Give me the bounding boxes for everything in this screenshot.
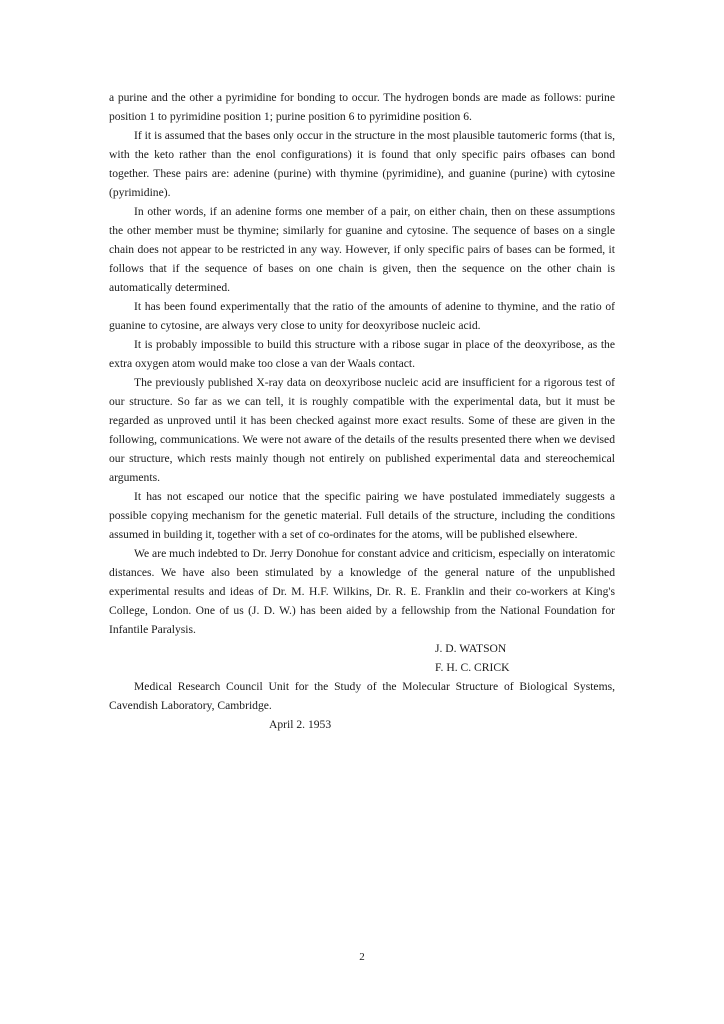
paragraph-base-sequence: In other words, if an adenine forms one member of a pair, on either chain, then on these assumptions the other member must be thymine; similarly for guanine and cytosine. The sequence of bases on a single chain does not appear to be restricted in any way. However, if only specific pairs of bases can be formed, it follows that if the sequence of bases on one chain is given, then the sequence on the other chain is automatically determined. [109,205,615,294]
paper-body [109,88,615,734]
affiliation: Medical Research Council Unit for the Study of the Molecular Structure of Biological Systems, Cavendish Laboratory, Cambridge. [109,680,615,712]
paragraph-continuation: a purine and the other a pyrimidine for bonding to occur. The hydrogen bonds are made as follows: purine position 1 to pyrimidine position 1; purine position 6 to pyrimidine position 6. [109,91,615,123]
paragraph-acknowledgements: We are much indebted to Dr. Jerry Donohue for constant advice and criticism, especially on interatomic distances. We have also been stimulated by a knowledge of the general nature of the unpublished experimental results and ideas of Dr. M. H.F. Wilkins, Dr. R. E. Franklin and their co-workers at King's College, London. One of us (J. D. W.) has been aided by a fellowship from the National Foundation for Infantile Paralysis. [109,547,616,636]
paragraph-base-ratios: It has been found experimentally that the ratio of the amounts of adenine to thymine, and the ratio of guanine to cytosine, are always very close to unity for deoxyribose nucleic acid. [109,300,615,332]
author-crick: F. H. C. CRICK [435,661,510,674]
date: April 2. 1953 [269,718,332,731]
paragraph-tautomeric-forms: If it is assumed that the bases only occur in the structure in the most plausible tautomeric forms (that is, with the keto rather than the enol configurations) it is found that only specific pairs ofbases can bond together. These pairs are: adenine (purine) with thymine (pyrimidine), and guanine (purine) with cytosine (pyrimidine). [109,129,615,199]
paragraph-xray-data: The previously published X-ray data on deoxyribose nucleic acid are insufficient for a rigorous test of our structure. So far as we can tell, it is roughly compatible with the experimental data, but it must be regarded as unproved until it has been checked against more exact results. Some of these are given in the following, communications. We were not aware of the details of the results presented there when we devised our structure, which rests mainly though not entirely on published experimental data and stereochemical arguments. [109,376,615,484]
page-number: 2 [359,951,365,963]
paragraph-ribose: It is probably impossible to build this structure with a ribose sugar in place of the deoxyribose, as the extra oxygen atom would make too close a van der Waals contact. [109,338,615,370]
author-watson: J. D. WATSON [435,642,507,655]
paragraph-copying-mechanism: It has not escaped our notice that the specific pairing we have postulated immediately suggests a possible copying mechanism for the genetic material. Full details of the structure, including the conditions assumed in building it, together with a set of co-ordinates for the atoms, will be published elsewhere. [109,490,615,541]
